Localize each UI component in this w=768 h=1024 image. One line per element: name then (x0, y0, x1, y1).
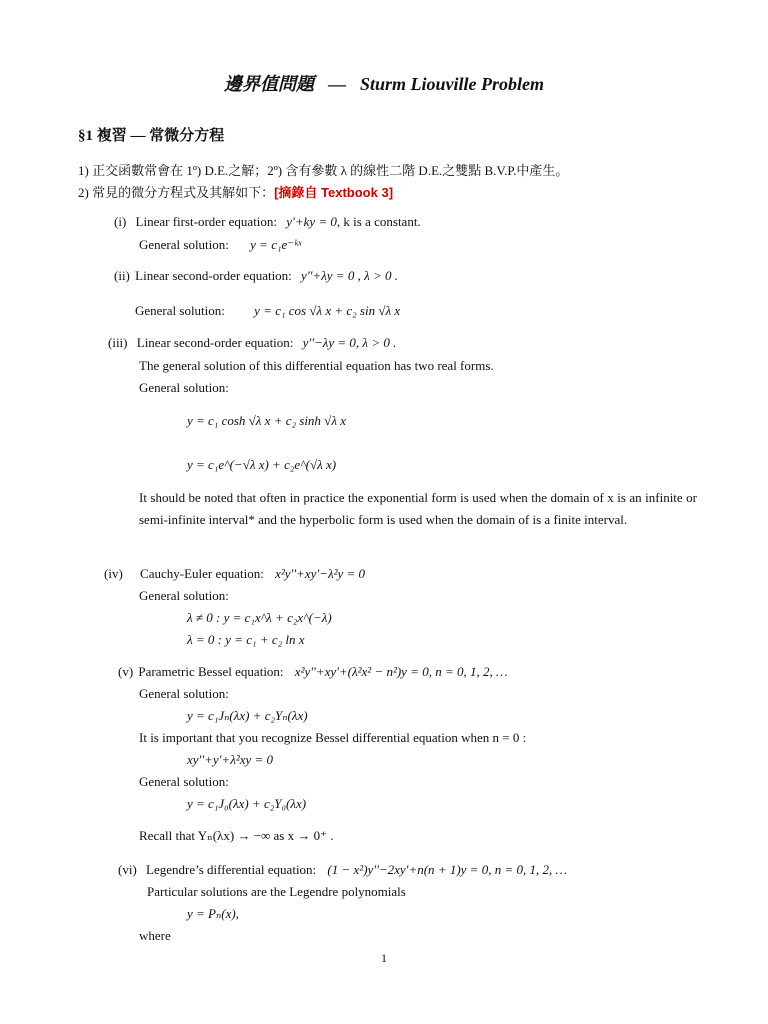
textbook-reference: [摘錄自 Textbook 3] (274, 185, 394, 200)
item-text: Legendre’s differential equation: (146, 862, 317, 877)
document-title (0, 70, 768, 96)
item-6-particular: Particular solutions are the Legendre polynomials (147, 884, 406, 899)
item-tail: , k is a constant. (336, 214, 421, 229)
intro-line-2 (78, 182, 393, 201)
item-number: (v) (118, 664, 134, 679)
item-text: Cauchy-Euler equation: (140, 566, 264, 581)
item-6 (118, 862, 567, 878)
item-equation: (1 − x²)y''−2xy'+n(n + 1)y = 0, n = 0, 1, 2, … (327, 862, 568, 877)
title-dash: — (327, 74, 346, 94)
item-3 (108, 335, 396, 351)
item-5-general-solution-label: General solution: (139, 686, 229, 701)
title-en: Sturm Liouville Problem (359, 74, 544, 94)
item-5-solution: y = c₁Jₙ(λx) + c₂Yₙ(λx) (187, 708, 308, 723)
general-solution-label: General solution: (135, 303, 225, 318)
solution-formula: y = c₁ cos √λ x + c₂ sin √λ x (254, 303, 401, 318)
item-equation: x²y''+xy'+(λ²x² − n²)y = 0, n = 0, 1, 2, … (294, 664, 508, 679)
item-2 (114, 268, 398, 284)
item-equation: y'+ky = 0 (286, 214, 337, 229)
item-number: (ii) (114, 268, 130, 283)
general-solution-label: General solution: (139, 237, 229, 252)
item-number: (vi) (118, 862, 137, 877)
item-5 (118, 664, 508, 680)
item-5-solution-zero-order: y = c₁J₀(λx) + c₂Y₀(λx) (187, 796, 307, 811)
item-equation: y''−λy = 0, λ > 0 . (302, 335, 397, 350)
item-3-note: The general solution of this differential equation has two real forms. (139, 358, 494, 373)
item-4-solution-zero: λ = 0 : y = c₁ + c₂ ln x (187, 632, 305, 647)
item-text: Linear first-order equation: (135, 214, 278, 229)
item-3-paragraph: It should be noted that often in practice the exponential form is used when the domain of x is an infinite or semi-infinite interval* and the hyperbolic form is used when the domain of is a finite interval. (139, 490, 697, 527)
item-equation: y''+λy = 0 , λ > 0 . (301, 268, 398, 283)
item-2-solution (135, 303, 400, 319)
item-number: (iii) (108, 335, 128, 350)
intro-line-2-prefix: 2) 常見的微分方程式及其解如下： (78, 185, 275, 200)
item-4-solution-nonzero: λ ≠ 0 : y = c₁x^λ + c₂x^(−λ) (187, 610, 332, 625)
item-number: (iv) (104, 566, 123, 581)
section-heading: §1 複習 — 常微分方程 (78, 128, 225, 144)
item-5-recall: Recall that Yₙ(λx) → −∞ as x → 0⁺ . (139, 828, 334, 843)
item-4 (104, 566, 365, 582)
item-5-general-solution-label-2: General solution: (139, 774, 229, 789)
item-text: Linear second-order equation: (136, 335, 294, 350)
item-4-general-solution-label: General solution: (139, 588, 229, 603)
item-text: Linear second-order equation: (135, 268, 292, 283)
item-1-solution (139, 237, 301, 253)
solution-formula: y = c₁e⁻ᵏˣ (250, 237, 302, 252)
page-number: 1 (381, 951, 387, 965)
item-5-important-note: It is important that you recognize Bessel differential equation when n = 0 : (139, 730, 527, 745)
item-3-solution-hyperbolic: y = c₁ cosh √λ x + c₂ sinh √λ x (187, 413, 346, 428)
item-3-general-solution-label: General solution: (139, 380, 229, 395)
item-6-solution: y = Pₙ(x), (187, 906, 239, 921)
intro-line-1: 1) 正交函數常會在 1º) D.E.之解；2º) 含有參數 λ 的線性二階 D.E.之雙點 B.V.P.中產生。 (78, 163, 569, 178)
item-3-solution-exponential: y = c₁e^(−√λ x) + c₂e^(√λ x) (187, 457, 337, 472)
item-5-bessel-zero-equation: xy''+y'+λ²xy = 0 (187, 752, 274, 767)
title-cjk: 邊界值問題 (223, 74, 314, 94)
item-1 (114, 214, 421, 230)
item-equation: x²y''+xy'−λ²y = 0 (275, 566, 366, 581)
item-text: Parametric Bessel equation: (138, 664, 284, 679)
item-6-where: where (139, 928, 171, 943)
item-number: (i) (114, 214, 127, 229)
